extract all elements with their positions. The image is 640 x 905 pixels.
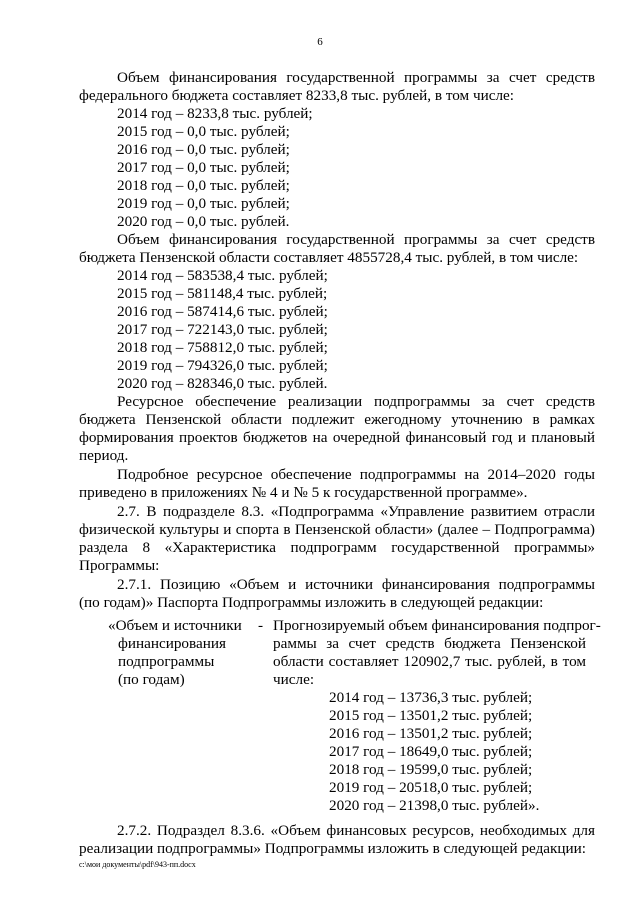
- paragraph-line: Программы:: [79, 557, 160, 574]
- list-item: 2017 год – 0,0 тыс. рублей;: [117, 159, 290, 176]
- paragraph-line: 2.7.1. Позицию «Объем и источники финансирования подпрограммы: [117, 576, 595, 593]
- paragraph-line: Ресурсное обеспечение реализации подпрограммы за счет средств: [117, 393, 595, 410]
- passport-value-line: области составляет 120902,7 тыс. рублей, в том: [273, 653, 586, 670]
- list-item: 2020 год – 828346,0 тыс. рублей.: [117, 375, 328, 392]
- paragraph-line: период.: [79, 447, 129, 464]
- passport-label: (по годам): [118, 671, 185, 688]
- paragraph-line: Объем финансирования государственной программы за счет средств: [117, 231, 595, 248]
- list-item: 2019 год – 794326,0 тыс. рублей;: [117, 357, 328, 374]
- list-item: 2014 год – 13736,3 тыс. рублей;: [329, 689, 533, 706]
- paragraph-line: раздела 8 «Характеристика подпрограмм государственной программы»: [79, 539, 595, 556]
- list-item: 2019 год – 0,0 тыс. рублей;: [117, 195, 290, 212]
- list-item: 2017 год – 722143,0 тыс. рублей;: [117, 321, 328, 338]
- page-number: 6: [317, 36, 323, 48]
- passport-value-line: Прогнозируемый объем финансирования подпрог-: [273, 617, 601, 634]
- list-item: 2016 год – 587414,6 тыс. рублей;: [117, 303, 328, 320]
- list-item: 2015 год – 13501,2 тыс. рублей;: [329, 707, 533, 724]
- passport-label: «Объем и источники: [108, 617, 242, 634]
- list-item: 2016 год – 13501,2 тыс. рублей;: [329, 725, 533, 742]
- paragraph-line: формирования проектов бюджетов на очередной финансовый год и плановый: [79, 429, 595, 446]
- footer-file-path: c:\мои документы\pdf\943-пп.docx: [79, 860, 196, 869]
- passport-value-line: числе:: [273, 671, 315, 688]
- list-item: 2018 год – 0,0 тыс. рублей;: [117, 177, 290, 194]
- paragraph-line: Объем финансирования государственной программы за счет средств: [117, 69, 595, 86]
- paragraph-line: бюджета Пензенской области составляет 4855728,4 тыс. рублей, в том числе:: [79, 249, 579, 266]
- passport-value-line: раммы за счет средств бюджета Пензенской: [273, 635, 586, 652]
- list-item: 2019 год – 20518,0 тыс. рублей;: [329, 779, 533, 796]
- paragraph-line: бюджета Пензенской области подлежит ежегодному уточнению в рамках: [79, 411, 595, 428]
- passport-dash: -: [258, 617, 264, 634]
- list-item: 2020 год – 21398,0 тыс. рублей».: [329, 797, 540, 814]
- passport-label: финансирования: [118, 635, 226, 652]
- paragraph-line: федерального бюджета составляет 8233,8 тыс. рублей, в том числе:: [79, 87, 515, 104]
- list-item: 2018 год – 758812,0 тыс. рублей;: [117, 339, 328, 356]
- list-item: 2016 год – 0,0 тыс. рублей;: [117, 141, 290, 158]
- list-item: 2015 год – 581148,4 тыс. рублей;: [117, 285, 328, 302]
- list-item: 2014 год – 8233,8 тыс. рублей;: [117, 105, 313, 122]
- passport-label: подпрограммы: [118, 653, 215, 670]
- list-item: 2017 год – 18649,0 тыс. рублей;: [329, 743, 533, 760]
- paragraph-line: 2.7.2. Подраздел 8.3.6. «Объем финансовых ресурсов, необходимых для: [117, 822, 595, 839]
- paragraph-line: приведено в приложениях № 4 и № 5 к государственной программе».: [79, 484, 528, 501]
- list-item: 2018 год – 19599,0 тыс. рублей;: [329, 761, 533, 778]
- paragraph-line: реализации подпрограммы» Подпрограммы изложить в следующей редакции:: [79, 840, 587, 857]
- paragraph-line: Подробное ресурсное обеспечение подпрограммы на 2014–2020 годы: [117, 466, 595, 483]
- list-item: 2014 год – 583538,4 тыс. рублей;: [117, 267, 328, 284]
- list-item: 2020 год – 0,0 тыс. рублей.: [117, 213, 290, 230]
- paragraph-line: (по годам)» Паспорта Подпрограммы изложить в следующей редакции:: [79, 594, 544, 611]
- paragraph-line: физической культуры и спорта в Пензенской области» (далее – Подпрограмма): [79, 521, 595, 538]
- list-item: 2015 год – 0,0 тыс. рублей;: [117, 123, 290, 140]
- paragraph-line: 2.7. В подразделе 8.3. «Подпрограмма «Управление развитием отрасли: [117, 503, 595, 520]
